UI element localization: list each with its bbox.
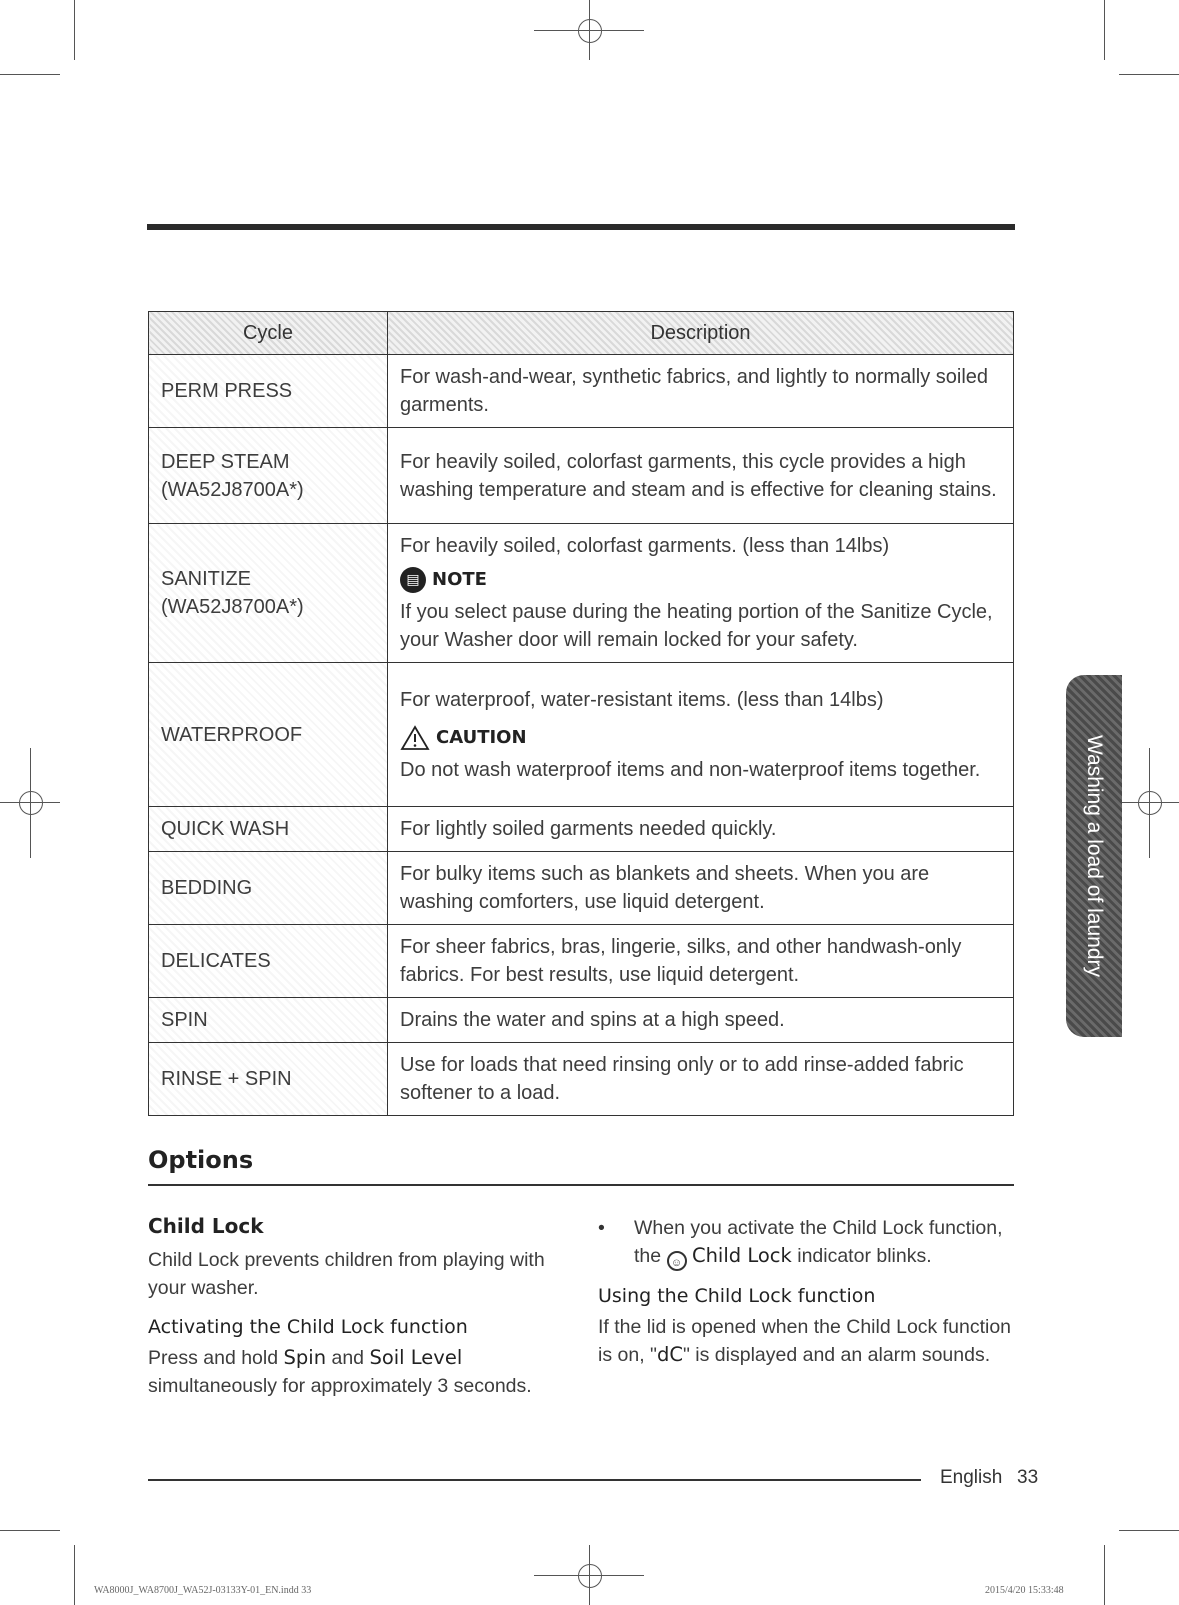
- cycle-name: WATERPROOF: [149, 663, 388, 807]
- cycle-description-cell: [388, 663, 1014, 807]
- table-row: [149, 428, 1014, 524]
- text-span: Press and hold: [148, 1347, 284, 1369]
- cycle-description-cell: [388, 524, 1014, 663]
- cycle-description: For wash-and-wear, synthetic fabrics, and lightly to normally soiled garments.: [388, 355, 1014, 428]
- caution-heading: [400, 724, 1001, 752]
- note-icon: ▤: [400, 567, 426, 593]
- cycle-name-cell: [149, 524, 388, 663]
- crop-mark: [0, 74, 60, 75]
- crop-mark: [1104, 0, 1105, 60]
- cycle-model: (WA52J8700A*): [161, 596, 304, 618]
- text-span: " is displayed and an alarm sounds.: [682, 1344, 991, 1366]
- cycle-description: For bulky items such as blankets and sheets. When you are washing comforters, use liquid detergent.: [388, 852, 1014, 925]
- child-lock-intro: Child Lock prevents children from playing with your washer.: [148, 1249, 545, 1299]
- registration-mark: [19, 791, 43, 815]
- cycle-name: DELICATES: [149, 925, 388, 998]
- using-instructions: [598, 1313, 1018, 1369]
- crop-mark: [74, 1545, 75, 1605]
- cycle-name: BEDDING: [149, 852, 388, 925]
- chapter-side-tab-label: Washing a load of laundry: [1083, 734, 1106, 978]
- print-slug-timestamp: 2015/4/20 15:33:48: [985, 1585, 1064, 1596]
- column-header-cycle: Cycle: [149, 312, 388, 355]
- text-span: and: [326, 1347, 370, 1369]
- table-row: [149, 807, 1014, 852]
- cycle-model: (WA52J8700A*): [161, 478, 304, 501]
- cycle-name: QUICK WASH: [149, 807, 388, 852]
- cycle-name: PERM PRESS: [149, 355, 388, 428]
- table-row: [149, 355, 1014, 428]
- table-row: [149, 1043, 1014, 1116]
- caution-label: CAUTION: [436, 726, 527, 748]
- cycle-description: Use for loads that need rinsing only or to add rinse-added fabric softener to a load.: [388, 1043, 1014, 1116]
- registration-mark: [578, 19, 602, 43]
- crop-mark: [0, 1530, 60, 1531]
- registration-mark: [1138, 791, 1162, 815]
- table-row: [149, 663, 1014, 807]
- cycle-description: For sheer fabrics, bras, lingerie, silks, and other handwash-only fabrics. For best results, use liquid detergent.: [388, 925, 1014, 998]
- error-code: dC: [656, 1343, 683, 1366]
- caution-icon: [400, 725, 430, 751]
- text-span: simultaneously for approximately 3 seconds.: [148, 1375, 532, 1397]
- crop-mark: [1104, 1545, 1105, 1605]
- child-lock-bullet: [598, 1214, 1018, 1271]
- registration-mark: [578, 1564, 602, 1588]
- cycle-description: Drains the water and spins at a high speed.: [388, 998, 1014, 1043]
- section-title: Options: [148, 1146, 254, 1174]
- cycle-name-cell: [149, 428, 388, 524]
- cycle-description: For heavily soiled, colorfast garments. (less than 14lbs): [400, 535, 890, 557]
- text-span: When you activate the Child Lock function, the: [634, 1217, 1003, 1267]
- note-label: NOTE: [432, 569, 487, 590]
- cycle-name: DEEP STEAM: [161, 450, 290, 473]
- print-slug-file: WA8000J_WA8700J_WA52J-03133Y-01_EN.indd 33: [94, 1585, 312, 1596]
- activating-heading: Activating the Child Lock function: [148, 1316, 468, 1338]
- header-rule: [147, 224, 1015, 230]
- crop-mark: [74, 0, 75, 60]
- cycle-name: RINSE + SPIN: [149, 1043, 388, 1116]
- spin-button-label: Spin: [283, 1346, 327, 1369]
- cycle-name: SANITIZE: [161, 568, 252, 590]
- soil-level-button-label: Soil Level: [369, 1346, 463, 1369]
- crop-mark: [1119, 74, 1179, 75]
- page-number: 33: [1017, 1467, 1039, 1488]
- footer-rule: [148, 1479, 921, 1481]
- cycle-description: For heavily soiled, colorfast garments, this cycle provides a high washing temperature and steam and is effective for cleaning stains.: [388, 428, 1014, 524]
- caution-text: Do not wash waterproof items and non-waterproof items together.: [400, 758, 981, 781]
- crop-mark: [1119, 1530, 1179, 1531]
- table-row: [149, 852, 1014, 925]
- using-heading: Using the Child Lock function: [598, 1285, 876, 1307]
- child-lock-heading: Child Lock: [148, 1214, 264, 1238]
- note-text: If you select pause during the heating portion of the Sanitize Cycle, your Washer door will remain locked for your safety.: [400, 601, 993, 651]
- child-lock-indicator-label: Child Lock: [691, 1244, 792, 1267]
- table-row: [149, 524, 1014, 663]
- child-lock-icon: ☺: [667, 1251, 687, 1271]
- cycle-description: For lightly soiled garments needed quickly.: [388, 807, 1014, 852]
- column-header-description: Description: [388, 312, 1014, 355]
- options-right-column: [598, 1214, 1018, 1369]
- footer-language: English: [940, 1467, 1003, 1488]
- text-span: If the lid is opened when the Child Lock function is on, ": [598, 1316, 1012, 1366]
- table-header-row: [149, 312, 1014, 355]
- activating-instructions: [148, 1344, 568, 1400]
- options-left-column: [148, 1214, 568, 1400]
- cycle-name: SPIN: [149, 998, 388, 1043]
- note-heading: [400, 566, 1001, 594]
- chapter-side-tab: [1066, 675, 1122, 1037]
- cycle-description: For waterproof, water-resistant items. (less than 14lbs): [400, 688, 884, 711]
- table-row: [149, 998, 1014, 1043]
- text-span: indicator blinks.: [791, 1245, 932, 1267]
- cycle-table: [148, 311, 1014, 1116]
- section-rule: [148, 1184, 1014, 1186]
- table-row: [149, 925, 1014, 998]
